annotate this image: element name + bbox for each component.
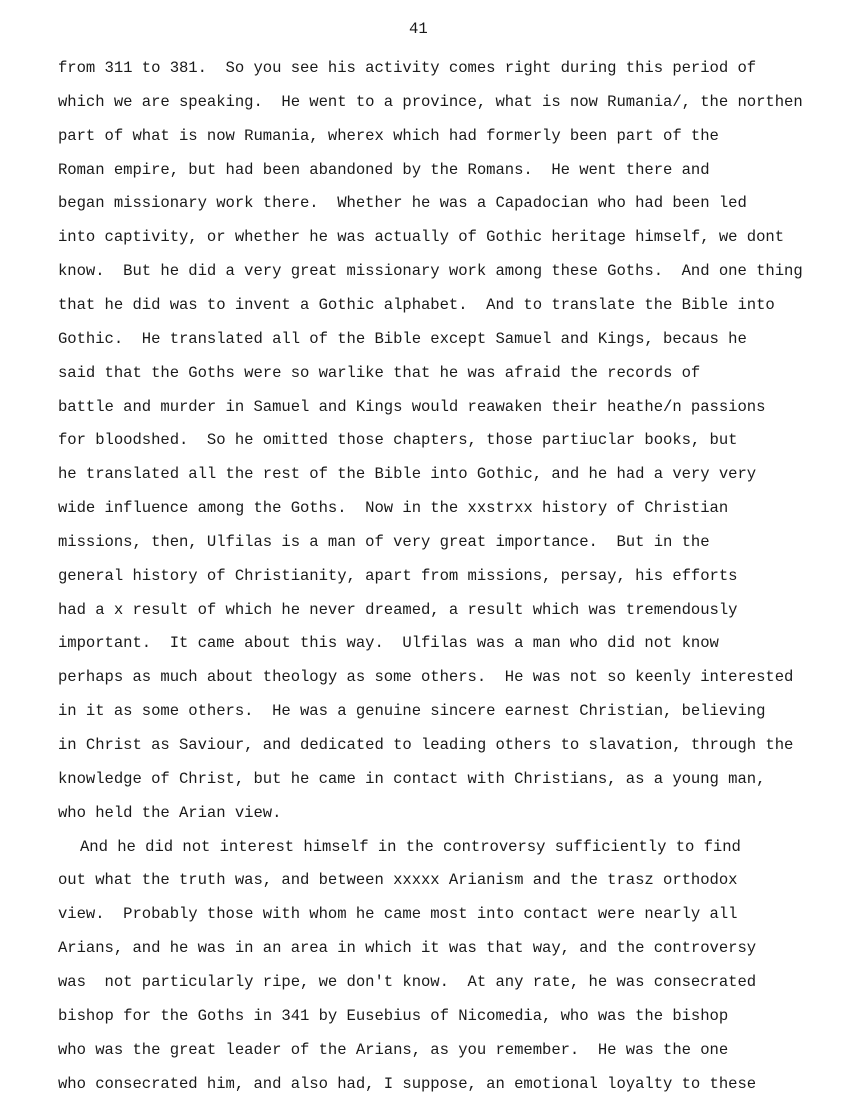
text-line: for bloodshed. So he omitted those chapters, those partiuclar books, but	[58, 431, 738, 450]
text-line: knowledge of Christ, but he came in contact with Christians, as a young man,	[58, 769, 766, 788]
text-line: battle and murder in Samuel and Kings would reawaken their heathe/n passions	[58, 397, 766, 416]
text-line: part of what is now Rumania, wherex which had formerly been part of the	[58, 126, 719, 145]
text-line: was not particularly ripe, we don't know. At any rate, he was consecrated	[58, 972, 757, 991]
text-line: began missionary work there. Whether he was a Capadocian who had been led	[58, 194, 747, 213]
text-line: who was the great leader of the Arians, as you remember. He was the one	[58, 1040, 729, 1059]
text-line: Roman empire, but had been abandoned by the Romans. He went there and	[58, 160, 710, 179]
text-line: who consecrated him, and also had, I suppose, an emotional loyalty to these	[58, 1074, 757, 1093]
text-line: out what the truth was, and between xxxxx Arianism and the trasz orthodox	[58, 871, 738, 890]
text-line: wide influence among the Goths. Now in the xxstrxx history of Christian	[58, 499, 729, 518]
text-line: And he did not interest himself in the controversy sufficiently to find	[80, 837, 741, 856]
text-line: said that the Goths were so warlike that he was afraid the records of	[58, 363, 701, 382]
text-line: that he did was to invent a Gothic alphabet. And to translate the Bible into	[58, 295, 775, 314]
text-line: view. Probably those with whom he came most into contact were nearly all	[58, 905, 738, 924]
text-line: which we are speaking. He went to a province, what is now Rumania/, the northen	[58, 92, 803, 111]
text-line: he translated all the rest of the Bible into Gothic, and he had a very very	[58, 465, 757, 484]
text-line: Arians, and he was in an area in which it was that way, and the controversy	[58, 939, 757, 958]
text-line: had a x result of which he never dreamed, a result which was tremendously	[58, 600, 738, 619]
text-line: general history of Christianity, apart from missions, persay, his efforts	[58, 566, 738, 585]
text-line: know. But he did a very great missionary work among these Goths. And one thing	[58, 262, 803, 281]
text-line: who held the Arian view.	[58, 803, 282, 822]
text-line: in it as some others. He was a genuine sincere earnest Christian, believing	[58, 702, 766, 721]
text-line: Gothic. He translated all of the Bible except Samuel and Kings, becaus he	[58, 329, 747, 348]
text-line: into captivity, or whether he was actually of Gothic heritage himself, we dont	[58, 228, 785, 247]
text-line: missions, then, Ulfilas is a man of very great importance. But in the	[58, 532, 710, 551]
text-line: perhaps as much about theology as some others. He was not so keenly interested	[58, 668, 794, 687]
text-line: from 311 to 381. So you see his activity comes right during this period of	[58, 59, 757, 77]
text-line: bishop for the Goths in 341 by Eusebius of Nicomedia, who was the bishop	[58, 1006, 729, 1025]
text-line: important. It came about this way. Ulfilas was a man who did not know	[58, 634, 719, 653]
page-number: 41	[409, 20, 428, 38]
text-line: in Christ as Saviour, and dedicated to leading others to slavation, through the	[58, 736, 794, 754]
